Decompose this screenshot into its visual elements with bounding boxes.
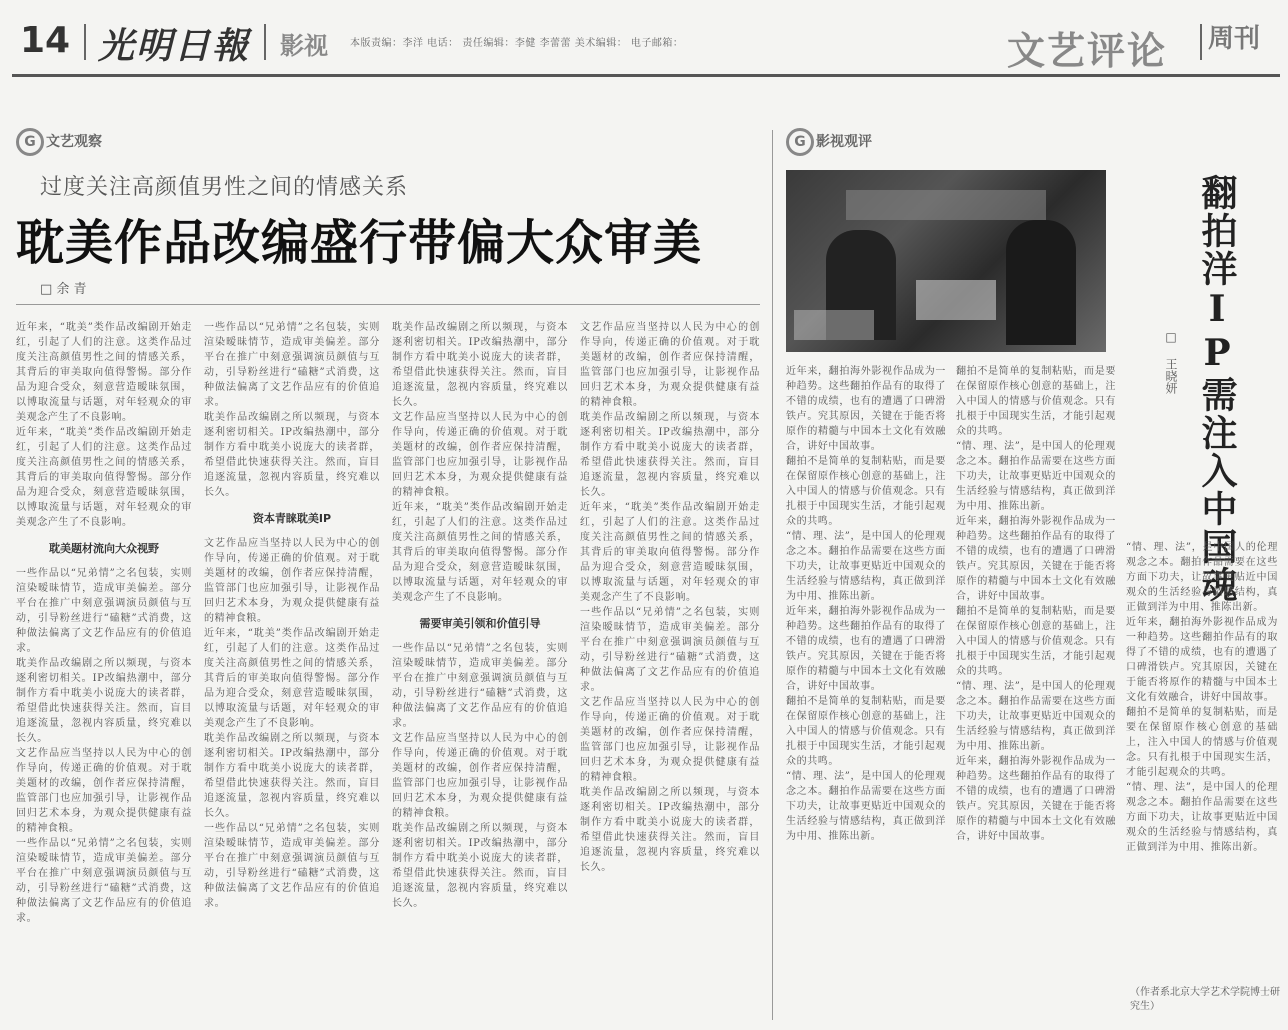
- film-still-photo: [786, 170, 1106, 352]
- paragraph: 近年来，翻拍海外影视作品成为一种趋势。这些翻拍作品有的取得了不错的成绩，也有的遭遇了口碑滑铁卢。究其原因，关键在于能否将原作的精髓与中国本土文化有效融合，讲好中国故事。: [786, 366, 946, 452]
- headline-vertical: 翻拍洋IP需注入中国魂: [1196, 174, 1238, 604]
- text-column: [580, 320, 760, 1020]
- paragraph: 文艺作品应当坚持以人民为中心的创作导向，传递正确的价值观。对于耽美题材的改编，创作者应保持清醒，监管部门也应加强引导，让影视作品回归艺术本身，为观众提供健康有益的精神食粮。: [580, 322, 760, 408]
- weekly-title: 文艺评论: [1007, 29, 1168, 73]
- paragraph: 文艺作品应当坚持以人民为中心的创作导向，传递正确的价值观。对于耽美题材的改编，创作者应保持清醒，监管部门也应加强引导，让影视作品回归艺术本身，为观众提供健康有益的精神食粮。: [392, 733, 568, 819]
- subhead: 资本青睐耽美IP: [252, 512, 332, 525]
- text-column: [1126, 540, 1278, 980]
- masthead-info: 本版责编：李洋 电话： 责任编辑：李健 李蕾蕾 美术编辑： 电子邮箱：: [350, 38, 684, 49]
- paragraph: 一些作品以“兄弟情”之名包装，实则渲染暧昧情节，造成审美偏差。部分平台在推广中刻意强调演员颜值与互动，引导粉丝进行“磕糖”式消费，这种做法偏离了文艺作品应有的价值追求。: [204, 823, 380, 909]
- paragraph: 翻拍不是简单的复制粘贴，而是要在保留原作核心创意的基础上，注入中国人的情感与价值观念。只有扎根于中国现实生活，才能引起观众的共鸣。: [956, 606, 1116, 677]
- paragraph: 翻拍不是简单的复制粘贴，而是要在保留原作核心创意的基础上，注入中国人的情感与价值观念。只有扎根于中国现实生活，才能引起观众的共鸣。: [1126, 707, 1278, 778]
- paragraph: 耽美作品改编剧之所以频现，与资本逐利密切相关。IP改编热潮中，部分制作方看中耽美小说庞大的读者群，希望借此快速获得关注。然而，盲目追逐流量，忽视内容质量，终究难以长久。: [16, 658, 192, 744]
- paragraph: “情、理、法”，是中国人的伦理观念之本。翻拍作品需要在这些方面下功夫，让故事更贴近中国观众的生活经验与情感结构，真正做到洋为中用、推陈出新。: [786, 531, 946, 602]
- paragraph: 一些作品以“兄弟情”之名包装，实则渲染暧昧情节，造成审美偏差。部分平台在推广中刻意强调演员颜值与互动，引导粉丝进行“磕糖”式消费，这种做法偏离了文艺作品应有的价值追求。: [392, 643, 568, 729]
- text-column: [956, 364, 1116, 1004]
- paragraph: “情、理、法”，是中国人的伦理观念之本。翻拍作品需要在这些方面下功夫，让故事更贴近中国观众的生活经验与情感结构，真正做到洋为中用、推陈出新。: [786, 771, 946, 842]
- paragraph: “情、理、法”，是中国人的伦理观念之本。翻拍作品需要在这些方面下功夫，让故事更贴近中国观众的生活经验与情感结构，真正做到洋为中用、推陈出新。: [956, 681, 1116, 752]
- paragraph: 近年来，“耽美”类作品改编剧开始走红，引起了人们的注意。这类作品过度关注高颜值男性之间的情感关系，其背后的审美取向值得警惕。部分作品为迎合受众，刻意营造暧昧氛围，以博取流量与话题，对年轻观众的审美观念产生了不良影响。: [16, 322, 192, 423]
- paragraph: 近年来，“耽美”类作品改编剧开始走红，引起了人们的注意。这类作品过度关注高颜值男性之间的情感关系，其背后的审美取向值得警惕。部分作品为迎合受众，刻意营造暧昧氛围，以博取流量与话题，对年轻观众的审美观念产生了不良影响。: [204, 628, 380, 729]
- paragraph: “情、理、法”，是中国人的伦理观念之本。翻拍作品需要在这些方面下功夫，让故事更贴近中国观众的生活经验与情感结构，真正做到洋为中用、推陈出新。: [956, 441, 1116, 512]
- paragraph: 文艺作品应当坚持以人民为中心的创作导向，传递正确的价值观。对于耽美题材的改编，创作者应保持清醒，监管部门也应加强引导，让影视作品回归艺术本身，为观众提供健康有益的精神食粮。: [16, 748, 192, 834]
- page-number: 14: [20, 20, 71, 61]
- byline-vertical: □ 王晓妍: [1164, 330, 1178, 394]
- kicker: 过度关注高颜值男性之间的情感关系: [40, 175, 409, 200]
- paragraph: 一些作品以“兄弟情”之名包装，实则渲染暧昧情节，造成审美偏差。部分平台在推广中刻意强调演员颜值与互动，引导粉丝进行“磕糖”式消费，这种做法偏离了文艺作品应有的价值追求。: [16, 568, 192, 654]
- paragraph: 文艺作品应当坚持以人民为中心的创作导向，传递正确的价值观。对于耽美题材的改编，创作者应保持清醒，监管部门也应加强引导，让影视作品回归艺术本身，为观众提供健康有益的精神食粮。: [392, 412, 568, 498]
- masthead-divider: [264, 24, 266, 60]
- paragraph: 耽美作品改编剧之所以频现，与资本逐利密切相关。IP改编热潮中，部分制作方看中耽美小说庞大的读者群，希望借此快速获得关注。然而，盲目追逐流量，忽视内容质量，终究难以长久。: [580, 412, 760, 498]
- paragraph: 一些作品以“兄弟情”之名包装，实则渲染暧昧情节，造成审美偏差。部分平台在推广中刻意强调演员颜值与互动，引导粉丝进行“磕糖”式消费，这种做法偏离了文艺作品应有的价值追求。: [204, 322, 380, 408]
- paragraph: 近年来，翻拍海外影视作品成为一种趋势。这些翻拍作品有的取得了不错的成绩，也有的遭遇了口碑滑铁卢。究其原因，关键在于能否将原作的精髓与中国本土文化有效融合，讲好中国故事。: [956, 756, 1116, 842]
- paragraph: 一些作品以“兄弟情”之名包装，实则渲染暧昧情节，造成审美偏差。部分平台在推广中刻意强调演员颜值与互动，引导粉丝进行“磕糖”式消费，这种做法偏离了文艺作品应有的价值追求。: [580, 607, 760, 693]
- column-badge: G 影视观评: [786, 128, 872, 156]
- paragraph: 文艺作品应当坚持以人民为中心的创作导向，传递正确的价值观。对于耽美题材的改编，创作者应保持清醒，监管部门也应加强引导，让影视作品回归艺术本身，为观众提供健康有益的精神食粮。: [204, 538, 380, 624]
- paper-name: 光明日報: [98, 25, 251, 67]
- paragraph: 近年来，“耽美”类作品改编剧开始走红，引起了人们的注意。这类作品过度关注高颜值男性之间的情感关系，其背后的审美取向值得警惕。部分作品为迎合受众，刻意营造暧昧氛围，以博取流量与话题，对年轻观众的审美观念产生了不良影响。: [16, 427, 192, 528]
- column-logo-icon: G: [16, 128, 44, 156]
- masthead-divider: [1200, 24, 1202, 60]
- photo-sign: [846, 190, 1046, 220]
- paragraph: 一些作品以“兄弟情”之名包装，实则渲染暧昧情节，造成审美偏差。部分平台在推广中刻意强调演员颜值与互动，引导粉丝进行“磕糖”式消费，这种做法偏离了文艺作品应有的价值追求。: [16, 838, 192, 924]
- paragraph: 近年来，翻拍海外影视作品成为一种趋势。这些翻拍作品有的取得了不错的成绩，也有的遭遇了口碑滑铁卢。究其原因，关键在于能否将原作的精髓与中国本土文化有效融合，讲好中国故事。: [1126, 617, 1278, 703]
- masthead-divider: [84, 24, 86, 60]
- photo-figure-right: [1006, 220, 1076, 345]
- headline: 耽美作品改编盛行带偏大众审美: [16, 215, 703, 271]
- paragraph: “情、理、法”，是中国人的伦理观念之本。翻拍作品需要在这些方面下功夫，让故事更贴近中国观众的生活经验与情感结构，真正做到洋为中用、推陈出新。: [1126, 782, 1278, 853]
- paragraph: 近年来，“耽美”类作品改编剧开始走红，引起了人们的注意。这类作品过度关注高颜值男性之间的情感关系，其背后的审美取向值得警惕。部分作品为迎合受众，刻意营造暧昧氛围，以博取流量与话题，对年轻观众的审美观念产生了不良影响。: [580, 502, 760, 603]
- subhead: 耽美题材流向大众视野: [49, 542, 159, 555]
- paragraph: 翻拍不是简单的复制粘贴，而是要在保留原作核心创意的基础上，注入中国人的情感与价值观念。只有扎根于中国现实生活，才能引起观众的共鸣。: [786, 696, 946, 767]
- author-credit: （作者系北京大学艺术学院博士研究生）: [1130, 987, 1280, 1012]
- paragraph: 文艺作品应当坚持以人民为中心的创作导向，传递正确的价值观。对于耽美题材的改编，创作者应保持清醒，监管部门也应加强引导，让影视作品回归艺术本身，为观众提供健康有益的精神食粮。: [580, 697, 760, 783]
- text-column: [16, 320, 192, 1020]
- paragraph: 翻拍不是简单的复制粘贴，而是要在保留原作核心创意的基础上，注入中国人的情感与价值观念。只有扎根于中国现实生活，才能引起观众的共鸣。: [956, 366, 1116, 437]
- column-logo-icon: G: [786, 128, 814, 156]
- paragraph: 近年来，翻拍海外影视作品成为一种趋势。这些翻拍作品有的取得了不错的成绩，也有的遭遇了口碑滑铁卢。究其原因，关键在于能否将原作的精髓与中国本土文化有效融合，讲好中国故事。: [786, 606, 946, 692]
- photo-table: [916, 280, 996, 320]
- paragraph: 耽美作品改编剧之所以频现，与资本逐利密切相关。IP改编热潮中，部分制作方看中耽美小说庞大的读者群，希望借此快速获得关注。然而，盲目追逐流量，忽视内容质量，终究难以长久。: [392, 823, 568, 909]
- photo-logo: [794, 310, 874, 340]
- paragraph: 近年来，翻拍海外影视作品成为一种趋势。这些翻拍作品有的取得了不错的成绩，也有的遭遇了口碑滑铁卢。究其原因，关键在于能否将原作的精髓与中国本土文化有效融合，讲好中国故事。: [956, 516, 1116, 602]
- paragraph: 耽美作品改编剧之所以频现，与资本逐利密切相关。IP改编热潮中，部分制作方看中耽美小说庞大的读者群，希望借此快速获得关注。然而，盲目追逐流量，忽视内容质量，终究难以长久。: [204, 733, 380, 819]
- column-badge: G 文艺观察: [16, 128, 102, 156]
- text-column: [786, 364, 946, 1004]
- paragraph: 耽美作品改编剧之所以频现，与资本逐利密切相关。IP改编热潮中，部分制作方看中耽美小说庞大的读者群，希望借此快速获得关注。然而，盲目追逐流量，忽视内容质量，终究难以长久。: [204, 412, 380, 498]
- text-column: [204, 320, 380, 1020]
- paragraph: 翻拍不是简单的复制粘贴，而是要在保留原作核心创意的基础上，注入中国人的情感与价值观念。只有扎根于中国现实生活，才能引起观众的共鸣。: [786, 456, 946, 527]
- subhead: 需要审美引领和价值引导: [419, 617, 541, 630]
- byline: □ 余 青: [40, 282, 87, 297]
- paragraph: 耽美作品改编剧之所以频现，与资本逐利密切相关。IP改编热潮中，部分制作方看中耽美小说庞大的读者群，希望借此快速获得关注。然而，盲目追逐流量，忽视内容质量，终究难以长久。: [580, 787, 760, 873]
- article-divider: [772, 130, 773, 1020]
- masthead: [12, 12, 1280, 77]
- paragraph: “情、理、法”，是中国人的伦理观念之本。翻拍作品需要在这些方面下功夫，让故事更贴近中国观众的生活经验与情感结构，真正做到洋为中用、推陈出新。: [1126, 542, 1278, 613]
- weekly-tag: 周刊: [1208, 24, 1261, 54]
- paragraph: 耽美作品改编剧之所以频现，与资本逐利密切相关。IP改编热潮中，部分制作方看中耽美小说庞大的读者群，希望借此快速获得关注。然而，盲目追逐流量，忽视内容质量，终究难以长久。: [392, 322, 568, 408]
- section-name: 影视: [280, 32, 328, 60]
- header-rule: [16, 304, 760, 305]
- text-column: [392, 320, 568, 1020]
- paragraph: 近年来，“耽美”类作品改编剧开始走红，引起了人们的注意。这类作品过度关注高颜值男性之间的情感关系，其背后的审美取向值得警惕。部分作品为迎合受众，刻意营造暧昧氛围，以博取流量与话题，对年轻观众的审美观念产生了不良影响。: [392, 502, 568, 603]
